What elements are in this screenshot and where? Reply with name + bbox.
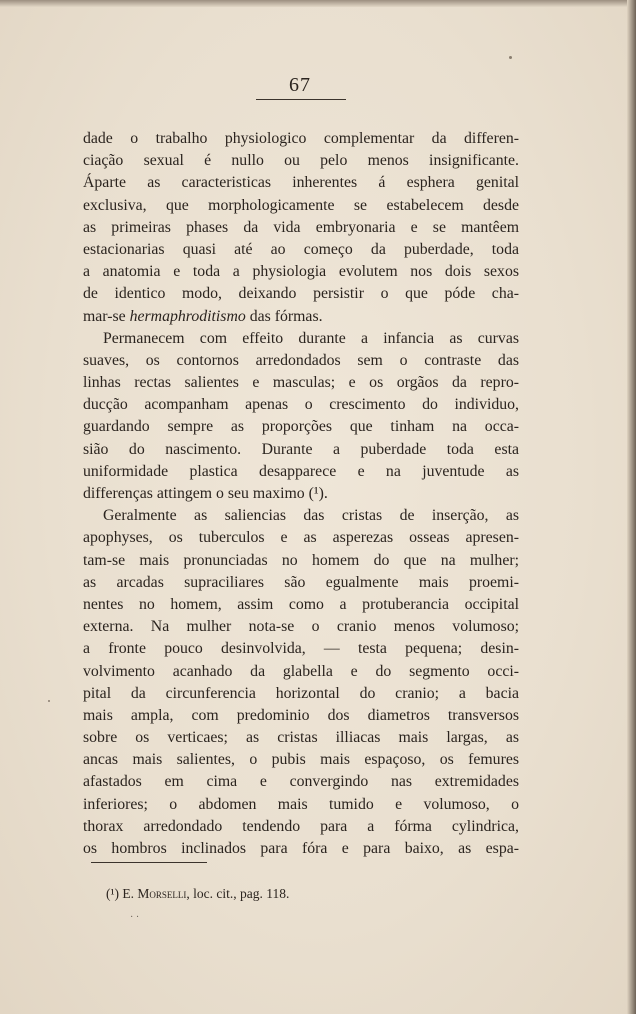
text-line: uniformidade plastica desapparece e na juventude as	[83, 462, 519, 480]
text-line: linhas rectas salientes e masculas; e os orgãos da repro-	[83, 374, 519, 392]
footnote	[106, 886, 289, 902]
paper-speck	[509, 56, 512, 59]
italic-term: hermaphroditismo	[129, 307, 246, 325]
text-line: mais ampla, com predominio dos diametros transversos	[83, 706, 519, 724]
text-line: a fronte pouco desinvolvida, — testa pequena; desin-	[83, 640, 519, 658]
text-fragment: das fórmas.	[249, 307, 323, 325]
text-line: suaves, os contornos arredondados sem o contraste das	[83, 351, 519, 369]
text-line: tam-se mais pronunciadas no homem do que na mulher;	[83, 551, 519, 569]
text-line: inferiores; o abdomen mais tumido e volumoso, o	[83, 795, 519, 813]
text-line: pital da circunferencia horizontal do cranio; a bacia	[83, 684, 519, 702]
text-line: volvimento acanhado da glabella e do segmento occi-	[83, 662, 519, 680]
text-line: sião do nascimento. Durante a puberdade toda esta	[83, 440, 519, 458]
text-line: os hombros inclinados para fóra e para baixo, as espa-	[83, 840, 519, 857]
text-line: dade o trabalho physiologico complementar da differen-	[83, 130, 519, 147]
text-line: as primeiras phases da vida embryonaria e se mantêem	[83, 218, 519, 236]
text-line: differenças attingem o seu maximo (¹).	[83, 485, 328, 502]
text-line: guardando sempre as proporções que tinham na occa-	[83, 418, 519, 436]
body-text	[83, 128, 519, 860]
text-line: afastados em cima e convergindo nas extremidades	[83, 773, 519, 791]
print-specks: · ·	[130, 912, 140, 923]
text-line: exclusiva, que morphologicamente se estabelecem desde	[83, 196, 519, 214]
page-right-edge	[627, 0, 636, 1014]
text-line: ancas mais salientes, o pubis mais espaçoso, os femures	[83, 751, 519, 769]
text-line: estacionarias quasi até ao começo da puberdade, toda	[83, 240, 519, 258]
text-line: externa. Na mulher nota-se o cranio menos volumoso;	[83, 618, 519, 636]
footnote-author: E. Morselli,	[122, 886, 190, 901]
text-line: nentes no homem, assim como a protuberancia occipital	[83, 595, 519, 613]
text-line: a anatomia e toda a physiologia evolutem nos dois sexos	[83, 263, 519, 281]
page-top-edge	[0, 0, 636, 7]
paper-speck	[48, 700, 50, 702]
text-line: sobre os verticaes; as cristas illiacas mais largas, as	[83, 729, 519, 747]
footnote-marker: (¹)	[106, 886, 120, 901]
page-number-rule	[256, 99, 346, 100]
page-number: 67	[289, 74, 311, 96]
text-line: Geralmente as saliencias das cristas de inserção, as	[103, 507, 519, 525]
text-fragment: mar-se	[83, 307, 126, 325]
text-line: ducção acompanham apenas o crescimento do individuo,	[83, 396, 519, 414]
text-line: apophyses, os tuberculos e as asperezas osseas apresen-	[83, 529, 519, 547]
text-line: thorax arredondado tendendo para a fórma cylindrica,	[83, 817, 519, 835]
footnote-rule	[91, 862, 207, 863]
text-line: Permanecem com effeito durante a infancia as curvas	[103, 329, 519, 347]
text-line-italic	[83, 306, 519, 328]
text-line: ciação sexual é nullo ou pelo menos insignificante.	[83, 152, 519, 170]
footnote-reference: loc. cit., pag. 118.	[193, 886, 290, 901]
text-line: as arcadas supraciliares são egualmente mais proemi-	[83, 573, 519, 591]
text-line: Áparte as caracteristicas inherentes á esphera genital	[83, 174, 519, 192]
text-line: de identico modo, deixando persistir o que póde cha-	[83, 285, 519, 303]
